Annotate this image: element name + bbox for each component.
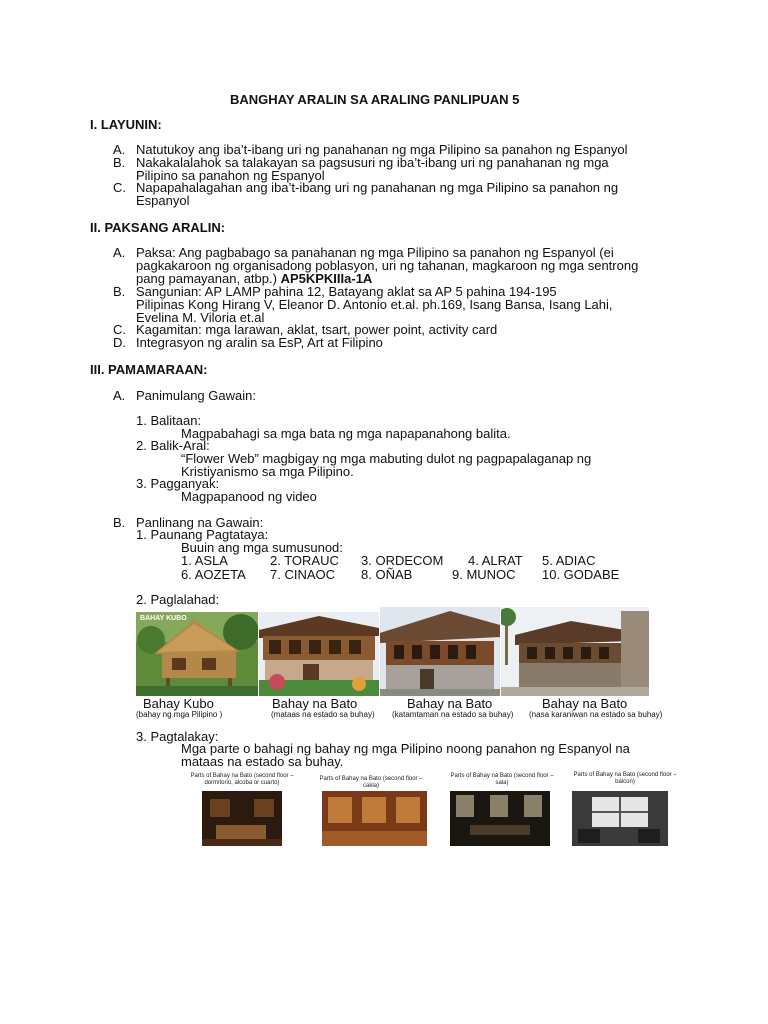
jumbled-word: 1. ASLA (181, 553, 228, 568)
panimulang-gawain: Panimulang Gawain: (136, 388, 256, 403)
section-heading-paksang-aralin: II. PAKSANG ARALIN: (90, 220, 226, 235)
jumbled-word: 9. MUNOC (452, 567, 516, 582)
parts-caption-line2: cakla) (362, 783, 379, 789)
pagtalakay-detail-line1: Mga parte o bahagi ng bahay ng mga Pilipino noong panahon ng Espanyol na (181, 741, 630, 756)
house-caption: (mataas na estado sa buhay) (271, 710, 375, 719)
pagganyak-label: 3. Pagganyak: (136, 476, 220, 491)
paksa-line1: Paksa: Ang pagbabago sa panahanan ng mga Pilipino sa panahon ng Espanyol (ei (136, 245, 614, 260)
objective-b-line2: Pilipino sa panahon ng Espanyol (136, 168, 325, 183)
jumbled-word: 2. TORAUC (270, 553, 339, 568)
paglalahad-label: 2. Paglalahad: (136, 592, 220, 607)
house-caption: (bahay ng mga Pilipino ) (136, 710, 223, 719)
sangunian-line1: Sangunian: AP LAMP pahina 12, Batayang aklat sa AP 5 pahina 194-195 (136, 284, 557, 299)
house-name: Bahay na Bato (407, 696, 493, 711)
panlinang-na-gawain: Panlinang na Gawain: (136, 515, 264, 530)
parts-panel-dormitorio (182, 773, 302, 849)
house-caption: (katamtaman na estado sa buhay) (392, 710, 514, 719)
balik-aral-detail-line1: “Flower Web” magbigay ng mga mabuting dulot ng pagpapalaganap ng (181, 451, 592, 466)
sangunian-line2: Pilipinas Kong Hirang V, Eleanor D. Antonio et.al. ph.169, Isang Bansa, Isang Lahi, (136, 297, 613, 312)
objective-c-line2: Espanyol (136, 193, 190, 208)
parts-caption-line1: Parts of Bahay na Bato (second floor – (573, 772, 677, 778)
objective-c-line1: Napapahalagahan ang iba’t-ibang uri ng panahanan ng mga Pilipino sa panahon ng (136, 180, 619, 195)
parts-caption-line2: balcon) (615, 779, 635, 785)
paunang-pagtataya-instruction: Buuin ang mga sumusunod: (181, 540, 343, 555)
pagtalakay-label: 3. Pagtalakay: (136, 729, 219, 744)
balitaan-label: 1. Balitaan: (136, 413, 202, 428)
list-letter: C. (113, 322, 126, 337)
paksa-line3: pang pamayanan, atbp.) AP5KPKIIIa-1A (136, 271, 373, 286)
sangunian-line3: Evelina M. Viloria et.al (136, 310, 265, 325)
competency-code: AP5KPKIIIa-1A (280, 271, 373, 286)
balik-aral-detail-line2: Kristiyanismo sa mga Pilipino. (181, 464, 354, 479)
bahay-na-bato-katamtaman-photo (380, 607, 500, 696)
parts-caption-line2: dormitorio, alcoba or cuarto) (204, 780, 280, 786)
parts-panel-cakla (311, 776, 431, 849)
list-letter: B. (113, 515, 126, 530)
integrasyon: Integrasyon ng aralin sa EsP, Art at Filipino (136, 335, 383, 350)
house-name: Bahay Kubo (143, 696, 214, 711)
parts-panel-balcon (565, 772, 685, 849)
balik-aral-label: 2. Balik-Aral: (136, 438, 210, 453)
document-title: BANGHAY ARALIN SA ARALING PANLIPUAN 5 (230, 92, 520, 107)
bahay-kubo-photo (136, 612, 258, 696)
jumbled-word: 5. ADIAC (542, 553, 596, 568)
jumbled-word: 10. GODABE (542, 567, 620, 582)
parts-caption-line1: Parts of Bahay na Bato (second floor – (190, 773, 294, 779)
bahay-na-bato-mataas-photo (259, 612, 379, 696)
objective-a: Natutukoy ang iba’t-ibang uri ng panahanan ng mga Pilipino sa panahon ng Espanyol (136, 142, 628, 157)
list-letter: D. (113, 335, 126, 350)
pagtalakay-detail-line2: mataas na estado sa buhay. (181, 754, 344, 769)
paksa-line2: pagkakaroon ng organisadong poblasyon, uri ng tahanan, magkaroon ng mga sentrong (136, 258, 639, 273)
house-name: Bahay na Bato (272, 696, 358, 711)
section-heading-pamamaraan: III. PAMAMARAAN: (90, 362, 208, 377)
bahay-na-bato-karaniwan-photo (501, 607, 649, 696)
jumbled-word: 7. CINAOC (270, 567, 336, 582)
jumbled-word: 4. ALRAT (468, 553, 523, 568)
house-name: Bahay na Bato (542, 696, 628, 711)
kagamitan: Kagamitan: mga larawan, aklat, tsart, power point, activity card (136, 322, 498, 337)
parts-caption-line1: Parts of Bahay na Bato (second floor – (319, 776, 423, 782)
list-letter: C. (113, 180, 126, 195)
cakla-photo (322, 791, 427, 846)
house-caption: (nasa karaniwan na estado sa buhay) (529, 710, 663, 719)
list-letter: B. (113, 155, 126, 170)
jumbled-word: 3. ORDECOM (361, 553, 444, 568)
parts-caption-line2: sala) (495, 780, 509, 786)
objective-b-line1: Nakakalalahok sa talakayan sa pagsusuri ng iba’t-ibang uri ng panahanan ng mga (136, 155, 609, 170)
sala-photo (450, 791, 550, 846)
list-letter: B. (113, 284, 126, 299)
pagganyak-detail: Magpapanood ng video (181, 489, 317, 504)
jumbled-word: 8. OÑAB (361, 567, 413, 582)
section-heading-layunin: I. LAYUNIN: (90, 117, 162, 132)
dormitorio-photo (202, 791, 282, 846)
balcon-photo (572, 791, 668, 846)
parts-panel-sala (443, 773, 561, 849)
parts-caption-line1: Parts of Bahay na Bato (second floor – (450, 773, 554, 779)
list-letter: A. (113, 245, 126, 260)
jumbled-word: 6. AOZETA (181, 567, 246, 582)
bahay-kubo-sign: BAHAY KUBO (140, 615, 187, 622)
balitaan-detail: Magpabahagi sa mga bata ng mga napapanahong balita. (181, 426, 511, 441)
list-letter: A. (113, 388, 126, 403)
paunang-pagtataya-label: 1. Paunang Pagtataya: (136, 527, 269, 542)
list-letter: A. (113, 142, 126, 157)
